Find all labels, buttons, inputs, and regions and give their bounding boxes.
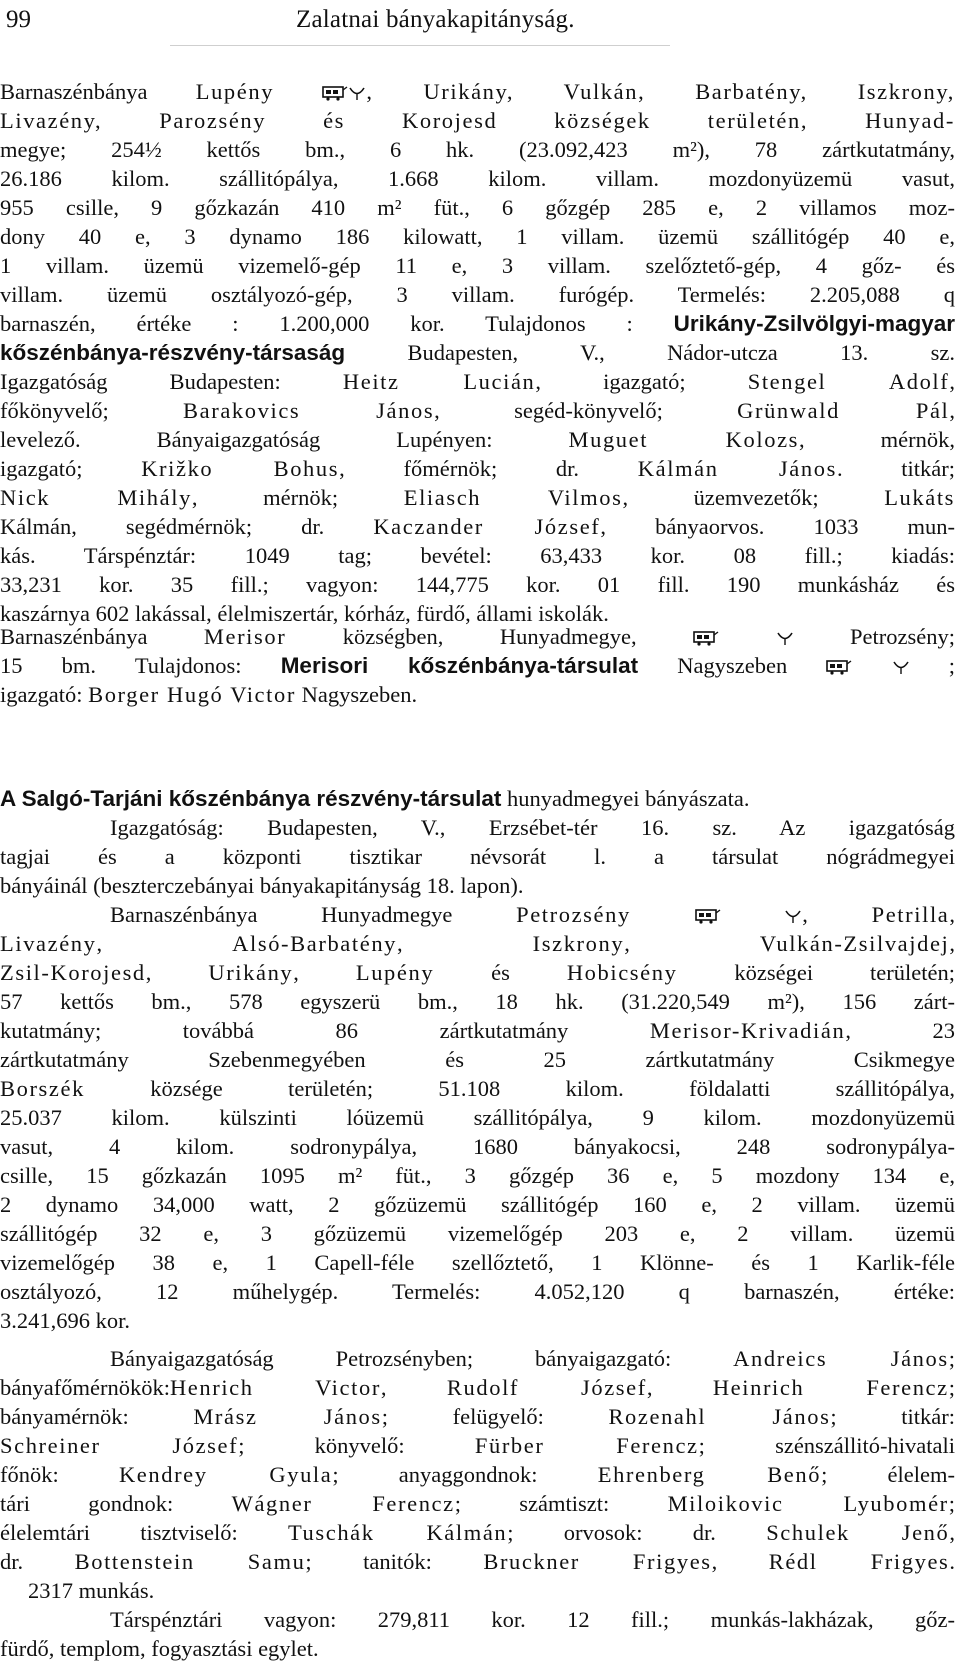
text-line: Társpénztári vagyon: 279,811 kor. 12 fill.; munkás-lakházak, gőz- <box>110 1607 955 1632</box>
text-line: tagjai és a központi tisztikar névsorát l. a társulat nógrádmegyei <box>0 844 955 869</box>
text-line: Schreiner József; könyvelő: Fürber Ferencz; szénszállitó-hivatali <box>0 1433 955 1458</box>
text-line: Livazény, Alsó-Barbatény, Iszkrony, Vulkán-Zsilvajdej, <box>0 931 955 956</box>
railway-station-icon <box>322 79 348 106</box>
text-line: 3.241,696 kor. <box>0 1308 131 1333</box>
text-line: bányáinál (beszterczebányai bányakapitányság 18. lapon). <box>0 873 524 898</box>
telegraph-icon <box>892 653 910 680</box>
text-line: Nick Mihály, mérnök; Eliasch Vilmos, üzemvezetők; Lukáts <box>0 485 955 510</box>
text-line: dr. Bottenstein Samu; tanitók: Bruckner Frigyes, Rédl Frigyes. <box>0 1549 955 1574</box>
text-line: barnaszén, értéke : 1.200,000 kor. Tulajdonos : Urikány-Zsilvölgyi-magyar <box>0 311 955 336</box>
text-line: 33,231 kor. 35 fill.; vagyon: 144,775 kor. 01 fill. 190 munkásház és <box>0 572 955 597</box>
text-line: Livazény, Parozsény és Korojesd községek területén, Hunyad- <box>0 108 955 133</box>
text-line: főnök: Kendrey Gyula; anyaggondnok: Ehrenberg Benő; élelem- <box>0 1462 955 1487</box>
text-line: Igazgatóság: Budapesten, V., Erzsébet-tér 16. sz. Az igazgatóság <box>110 815 955 840</box>
telegraph-icon <box>784 902 802 929</box>
text-line: 26.186 kilom. szállitópálya, 1.668 kilom. villam. mozdonyüzemü vasut, <box>0 166 955 191</box>
text-line: főkönyvelő; Barakovics János, segéd-könyvelő; Grünwald Pál, <box>0 398 955 423</box>
text-line: zártkutatmány Szebenmegyében és 25 zártkutatmány Csikmegye <box>0 1047 955 1072</box>
text-line: igazgató; Križko Bohus, főmérnök; dr. Kálmán János. titkár; <box>0 456 955 481</box>
text-line: igazgató: Borger Hugó Victor Nagyszeben. <box>0 682 418 707</box>
text-line: 2 dynamo 34,000 watt, 2 gőzüzemü szállitógép 160 e, 2 villam. üzemü <box>0 1192 955 1217</box>
text-line: 955 csille, 9 gőzkazán 410 m² füt., 6 gőzgép 285 e, 2 villamos moz- <box>0 195 955 220</box>
railway-station-icon <box>826 653 852 680</box>
text-line: 25.037 kilom. külszinti lóüzemü szállitópálya, 9 kilom. mozdonyüzemü <box>0 1105 955 1130</box>
section-personnel <box>0 1344 955 1663</box>
telegraph-icon <box>348 79 366 106</box>
running-title: Zalatnai bányakapitányság. <box>296 6 575 33</box>
text-line: villam. üzemü osztályozó-gép, 3 villam. furógép. Termelés: 2.205,088 q <box>0 282 955 307</box>
text-line: Igazgatóság Budapesten: Heitz Lucián, igazgató; Stengel Adolf, <box>0 369 955 394</box>
owner-name: Urikány-Zsilvölgyi-magyar <box>673 311 955 336</box>
text-line: csille, 15 gőzkazán 1095 m² füt., 3 gőzgép 36 e, 5 mozdony 134 e, <box>0 1163 955 1188</box>
railway-station-icon <box>693 624 719 651</box>
section-lupeny <box>0 77 955 628</box>
text-line: 57 kettős bm., 578 egyszerü bm., 18 hk. (31.220,549 m²), 156 zárt- <box>0 989 955 1014</box>
company-name: A Salgó-Tarjáni kőszénbánya részvény-társulat <box>0 786 502 811</box>
text-line: 2317 munkás. <box>28 1578 155 1603</box>
text-line: bányamérnök: Mrász János; felügyelő: Rozenahl János; titkár: <box>0 1404 955 1429</box>
text-line: Zsil-Korojesd, Urikány, Lupény és Hobicsény községei területén; <box>0 960 955 985</box>
text-line: 15 bm. Tulajdonos: Merisori kőszénbánya-társulat Nagyszeben ; <box>0 651 955 680</box>
text-line: Bányaigazgatóság Petrozsényben; bányaigazgató: Andreics János; <box>110 1346 955 1371</box>
section-salgotarjani <box>0 784 955 1335</box>
text-line: vizemelőgép 38 e, 1 Capell-féle szellőztető, 1 Klönne- és 1 Karlik-féle <box>0 1250 955 1275</box>
railway-station-icon <box>695 902 721 929</box>
text-line: 1 villam. üzemü vizemelő-gép 11 e, 3 villam. szelőztető-gép, 4 gőz- és <box>0 253 955 278</box>
text-line: levelező. Bányaigazgatóság Lupényen: Muguet Kolozs, mérnök, <box>0 427 955 452</box>
text-line: kaszárnya 602 lakással, élelmiszertár, kórház, fürdő, állami iskolák. <box>0 601 609 626</box>
owner-name: Merisori kőszénbánya-társulat <box>280 653 639 678</box>
text-line: kutatmány; továbbá 86 zártkutatmány Merisor-Krivadián, 23 <box>0 1018 955 1043</box>
page-number: 99 <box>6 6 31 33</box>
section-merisor <box>0 622 955 709</box>
text-line: osztályozó, 12 műhelygép. Termelés: 4.052,120 q barnaszén, értéke: <box>0 1279 955 1304</box>
text-line: Barnaszénbánya Hunyadmegye Petrozsény , Petrilla, <box>0 900 955 929</box>
text-line: Kálmán, segédmérnök; dr. Kaczander József, bányaorvos. 1033 mun- <box>0 514 955 539</box>
text-line: vasut, 4 kilom. sodronypálya, 1680 bányakocsi, 248 sodronypálya- <box>0 1134 955 1159</box>
telegraph-icon <box>776 624 794 651</box>
text-line: dony 40 e, 3 dynamo 186 kilowatt, 1 villam. üzemü szállitógép 40 e, <box>0 224 955 249</box>
text-line: A Salgó-Tarjáni kőszénbánya részvény-társulat hunyadmegyei bányászata. <box>0 786 750 811</box>
text-line: Barnaszénbánya Merisor községben, Hunyadmegye, Petrozsény; <box>0 622 955 651</box>
owner-name-cont: kőszénbánya-részvény-társaság <box>0 340 346 365</box>
text-line: Barnaszénbánya Lupény , Urikány, Vulkán, Barbatény, Iszkrony, <box>0 77 955 106</box>
text-line: fürdő, templom, fogyasztási egylet. <box>0 1636 319 1661</box>
text-line: Borszék községe területén; 51.108 kilom. földalatti szállitópálya, <box>0 1076 955 1101</box>
header-divider <box>170 45 670 46</box>
text-line: tári gondnok: Wágner Ferencz; számtiszt: Miloikovic Lyubomér; <box>0 1491 955 1516</box>
text-line: megye; 254½ kettős bm., 6 hk. (23.092,423 m²), 78 zártkutatmány, <box>0 137 955 162</box>
text-line: bányafőmérnökök:Henrich Victor, Rudolf József, Heinrich Ferencz; <box>0 1375 955 1400</box>
text-line: kás. Társpénztár: 1049 tag; bevétel: 63,433 kor. 08 fill.; kiadás: <box>0 543 955 568</box>
page-header <box>0 0 960 40</box>
text-line: élelemtári tisztviselő: Tuschák Kálmán; orvosok: dr. Schulek Jenő, <box>0 1520 955 1545</box>
text-line: szállitógép 32 e, 3 gőzüzemü vizemelőgép 203 e, 2 villam. üzemü <box>0 1221 955 1246</box>
text-line: kőszénbánya-részvény-társaság Budapesten, V., Nádor-utcza 13. sz. <box>0 340 955 365</box>
